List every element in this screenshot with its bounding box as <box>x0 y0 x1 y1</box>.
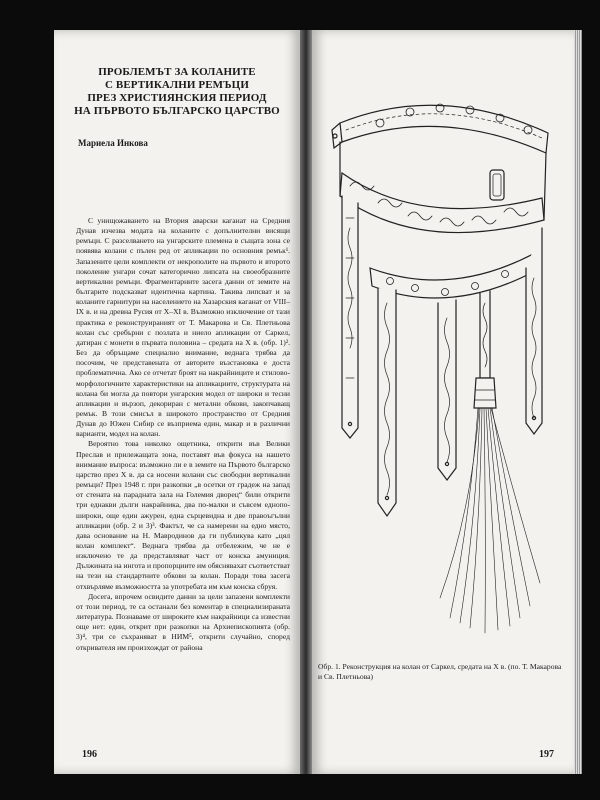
article-body <box>76 216 290 653</box>
book-gutter <box>300 30 312 774</box>
author-name: Мариела Инкова <box>78 138 148 148</box>
title-line: НА ПЪРВОТО БЪЛГАРСКО ЦАРСТВО <box>74 105 280 117</box>
paragraph: Досега, впрочем освидите данни за цели запазени комплекти от този период, те са останали без коментар в специализираната литература. Познаваме от широките към накрайници са известни още нет: един, открит при разкопки на Архиепископията (обр. 3)⁴, три се съхраняват в НИМ⁵, открити случайно, според откривателя им произхождат от района <box>76 591 290 652</box>
title-line: ПРОБЛЕМЪТ ЗА КОЛАНИТЕ <box>98 66 256 78</box>
left-page <box>54 30 300 774</box>
page-edges <box>574 30 582 774</box>
article-title <box>54 66 300 118</box>
page-number-left: 196 <box>82 749 97 760</box>
title-line: С ВЕРТИКАЛНИ РЕМЪЦИ <box>105 79 249 91</box>
title-line: ПРЕЗ ХРИСТИЯНСКИЯ ПЕРИОД <box>87 92 267 104</box>
paragraph: Вероятно това николко ощетника, открити във Велики Преслав и прилежащата зона, поставят във фокуса на нашето внимание въпроса: възможно ли е в земите на Първото българско царство през X в. да са носени колани със свободни вертикални ремъци? През 1948 г. при разкопки „в осетки от градеж на запад от стената на парадната зала на Големия дворец“ били открити три еднакви дълги накрайника, два по-малки и съвсем еднопо-широки, още един ажурен, една сърцевидна и две правоъгълни апликации (обр. 2 и 3)³. Фактът, че са намерени на едно място, дава основание на Н. Мавродинов да ги публикува като „цял колан комплект“. Веднага трябва да отбележим, че не е изключено те да представляват част от конска амуниция. Дължината на ингота и пропорциите им обяснявахат съответстват на тези на стандартните обкови за колан. Поради това засега отхвърляме възможността за употребата им към конска сбруя. <box>76 439 290 591</box>
figure-caption: Обр. 1. Реконструкция на колан от Саркел, средата на X в. (по. Т. Макарова и Св. Плетньова) <box>318 662 562 681</box>
paragraph: С унищожаването на Втория аварски каганат на Средния Дунав изчезва модата на коланите с допълнителни висящи ремъци. С разселването на унгарските племена в същата зона се появява колани с пълен ред от апликации по основния ремък¹. Запазените цели комплекти от некрополите на първото и второто поколение унгари сочат категорично липсата на своеобразните вертикални ремъци. Фрагментарните засега данни от земите на българите подсказват идентична картина. Такива липсват и за коланите гарнитури на населението на Хазарския каганат от VIII–IX в. и на древна Русия от X–XI в. Възможно изключение от тази практика е реконструираният от Т. Макарова и Св. Плетньова колан със сребърни с позлата и ниело апликации от Саркел, датиран с монети в първата половина – средата на X в. (обр. 1)². Без да обръщаме специално внимание, веднага трябва да посочим, че представената от авторите възстановка е доста проблематична. Ако се отчетат броят на накрайниците и стилово-морфологичните характеристики на апликациите, структурата на колана би могла да повтори унгарския модел от широки и тесни апликации и вързоп, декориран с метални обкови, закопчаващ ремък. В този смисъл в широкото пространство от Средния Дунав до Южен Сибир се възприема един, макар и в различни варианти, модел на колан. <box>76 216 290 439</box>
belt-reconstruction-drawing <box>320 78 560 663</box>
right-page <box>312 30 574 774</box>
page-number-right: 197 <box>539 749 554 760</box>
